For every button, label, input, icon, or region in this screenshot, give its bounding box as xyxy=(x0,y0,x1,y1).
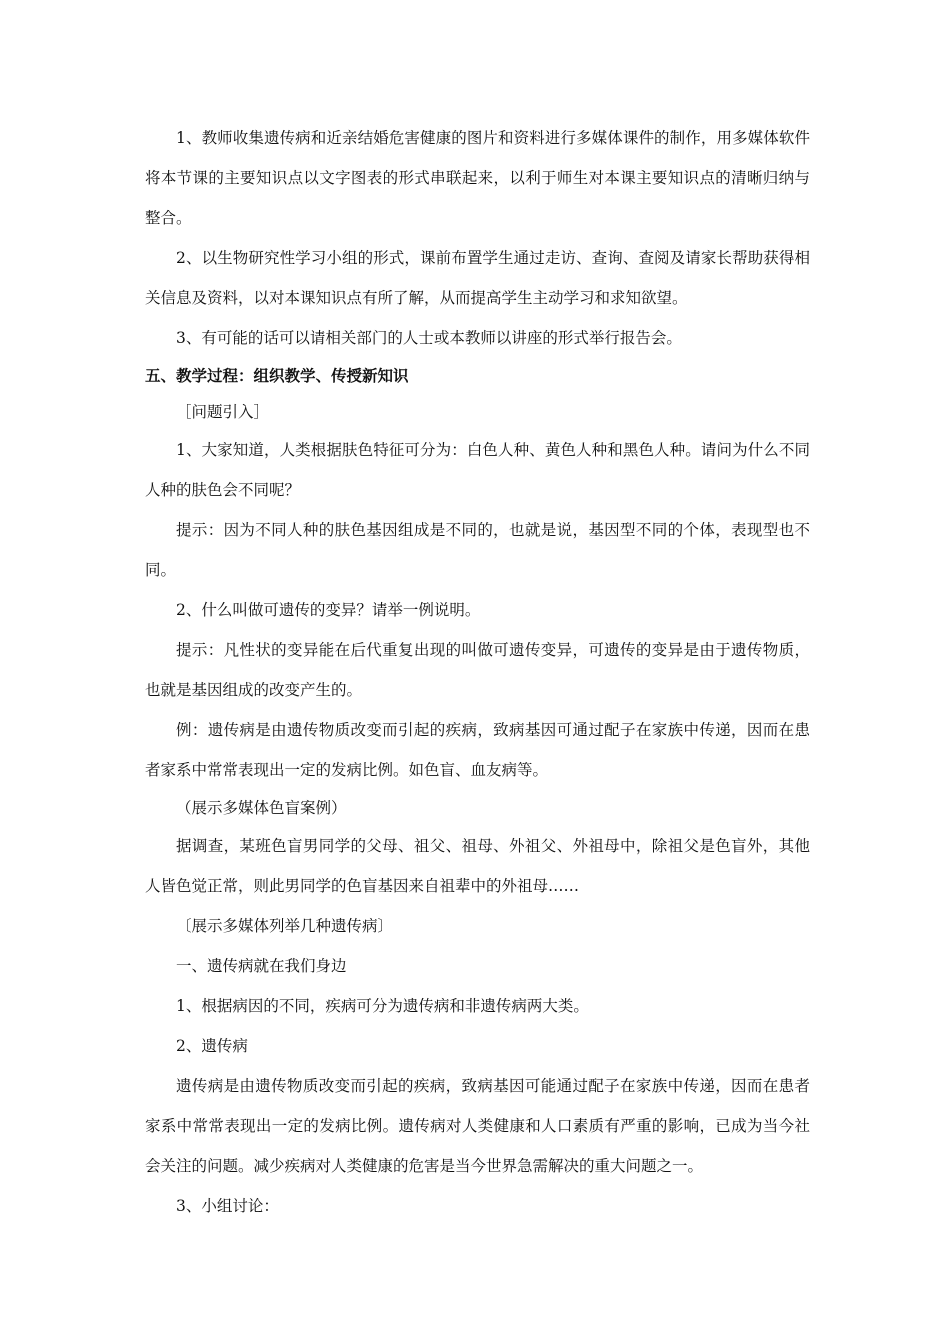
paragraph-hint-1: 提示：因为不同人种的肤色基因组成是不同的，也就是说，基因型不同的个体，表现型也不同。 xyxy=(145,521,810,579)
paragraph-question-intro: ［问题引入］ xyxy=(176,403,270,421)
paragraph-disease-types: 1、根据病因的不同，疾病可分为遗传病和非遗传病两大类。 xyxy=(176,997,589,1015)
document-body xyxy=(145,118,810,1226)
paragraph-show-colorblind-case: （展示多媒体色盲案例） xyxy=(176,799,347,817)
paragraph-group-discussion: 3、小组讨论： xyxy=(176,1197,279,1215)
paragraph-survey: 据调查，某班色盲男同学的父母、祖父、祖母、外祖父、外祖母中，除祖父是色盲外，其他人皆色觉正常，则此男同学的色盲基因来自祖辈中的外祖母…… xyxy=(145,837,810,895)
paragraph-question-2: 2、什么叫做可遗传的变异？请举一例说明。 xyxy=(176,601,481,619)
paragraph-prep-3: 3、有可能的话可以请相关部门的人士或本教师以讲座的形式举行报告会。 xyxy=(176,329,682,347)
section-heading-teaching-process: 五、教学过程：组织教学、传授新知识 xyxy=(145,367,409,385)
paragraph-hint-2: 提示：凡性状的变异能在后代重复出现的叫做可遗传变异，可遗传的变异是由于遗传物质，也就是基因组成的改变产生的。 xyxy=(145,641,810,699)
paragraph-genetic-disease-body: 遗传病是由遗传物质改变而引起的疾病，致病基因可能通过配子在家族中传递，因而在患者家系中常常表现出一定的发病比例。遗传病对人类健康和人口素质有严重的影响，已成为当今社会关注的问题。减少疾病对人类健康的危害是当今世界急需解决的重大问题之一。 xyxy=(145,1077,810,1175)
paragraph-section-one: 一、遗传病就在我们身边 xyxy=(176,957,347,975)
paragraph-genetic-disease-title: 2、遗传病 xyxy=(176,1037,248,1055)
paragraph-show-diseases: 〔展示多媒体列举几种遗传病〕 xyxy=(176,917,394,935)
paragraph-question-1: 1、大家知道，人类根据肤色特征可分为：白色人种、黄色人种和黑色人种。请问为什么不同人种的肤色会不同呢？ xyxy=(145,441,810,499)
paragraph-example: 例：遗传病是由遗传物质改变而引起的疾病，致病基因可通过配子在家族中传递，因而在患者家系中常常表现出一定的发病比例。如色盲、血友病等。 xyxy=(145,721,810,779)
paragraph-prep-1: 1、教师收集遗传病和近亲结婚危害健康的图片和资料进行多媒体课件的制作，用多媒体软件将本节课的主要知识点以文字图表的形式串联起来，以利于师生对本课主要知识点的清晰归纳与整合。 xyxy=(145,129,810,227)
paragraph-prep-2: 2、以生物研究性学习小组的形式，课前布置学生通过走访、查询、查阅及请家长帮助获得相关信息及资料，以对本课知识点有所了解，从而提高学生主动学习和求知欲望。 xyxy=(145,249,810,307)
